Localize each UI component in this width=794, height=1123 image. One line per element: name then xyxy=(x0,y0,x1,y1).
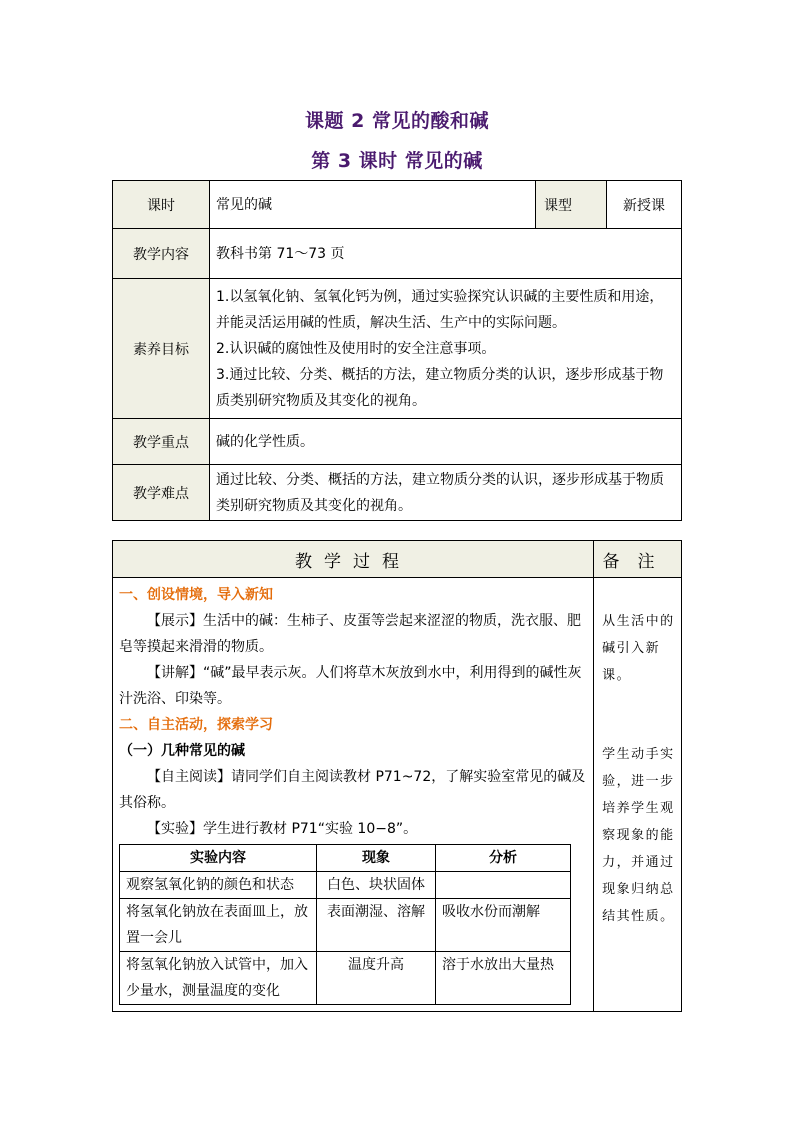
column-header: 实验内容 xyxy=(120,845,317,872)
experiment-cell: 溶于水放出大量热 xyxy=(436,952,571,1005)
column-header: 现象 xyxy=(317,845,436,872)
experiment-cell: 白色、块状固体 xyxy=(317,872,436,899)
experiment-cell xyxy=(436,872,571,899)
subsection-heading: （一）几种常见的碱 xyxy=(119,743,245,759)
teaching-process-table xyxy=(112,540,682,1012)
goal-item: 3.通过比较、分类、概括的方法，建立物质分类的认识，逐步形成基于物质类别研究物质及其变化的视角。 xyxy=(216,366,664,409)
experiment-row xyxy=(120,899,571,952)
info-row-period xyxy=(113,181,682,229)
section-heading: 二、自主活动，探索学习 xyxy=(119,717,273,733)
experiment-header-row xyxy=(120,845,571,872)
experiment-cell: 温度升高 xyxy=(317,952,436,1005)
lesson-info-table xyxy=(112,180,682,521)
info-label: 课时 xyxy=(113,181,210,229)
info-value xyxy=(210,279,682,419)
note-text: 学生动手实验，进一步培养学生观察现象的能力，并通过现象归纳总结其性质。 xyxy=(602,747,675,924)
process-header: 教学过程 xyxy=(113,541,594,578)
paragraph: 【讲解】“碱”最早表示灰。人们将草木灰放到水中，利用得到的碱性灰汁洗浴、印染等。 xyxy=(119,665,582,707)
paragraph: 【展示】生活中的碱：生柿子、皮蛋等尝起来涩涩的物质，洗衣服、肥皂等摸起来滑滑的物质。 xyxy=(119,613,581,655)
experiment-table xyxy=(119,844,571,1005)
experiment-cell: 吸收水份而潮解 xyxy=(436,899,571,952)
note-text: 从生活中的碱引入新课。 xyxy=(602,614,675,683)
info-label: 教学内容 xyxy=(113,229,210,279)
info-label: 教学重点 xyxy=(113,419,210,465)
process-content xyxy=(113,578,594,1012)
info-value: 常见的碱 xyxy=(210,181,536,229)
experiment-cell: 将氢氧化钠放在表面皿上，放置一会儿 xyxy=(120,899,317,952)
column-header: 分析 xyxy=(436,845,571,872)
info-row-difficulty xyxy=(113,465,682,521)
process-header-row xyxy=(113,541,682,578)
info-value: 教科书第 71～73 页 xyxy=(210,229,682,279)
experiment-row xyxy=(120,952,571,1005)
info-label: 素养目标 xyxy=(113,279,210,419)
info-value: 通过比较、分类、概括的方法，建立物质分类的认识，逐步形成基于物质类别研究物质及其变化的视角。 xyxy=(210,465,682,521)
paragraph: 【自主阅读】请同学们自主阅读教材 P71~72，了解实验室常见的碱及其俗称。 xyxy=(119,769,586,811)
info-value: 碱的化学性质。 xyxy=(210,419,682,465)
info-value: 新授课 xyxy=(607,181,682,229)
notes-column xyxy=(594,578,682,1012)
info-row-content xyxy=(113,229,682,279)
notes-header: 备注 xyxy=(594,541,682,578)
section-heading: 一、创设情境，导入新知 xyxy=(119,587,273,603)
experiment-cell: 将氢氧化钠放入试管中，加入少量水，测量温度的变化 xyxy=(120,952,317,1005)
goal-item: 2.认识碱的腐蚀性及使用时的安全注意事项。 xyxy=(216,340,496,357)
info-label: 教学难点 xyxy=(113,465,210,521)
experiment-cell: 表面潮湿、溶解 xyxy=(317,899,436,952)
experiment-cell: 观察氢氧化钠的颜色和状态 xyxy=(120,872,317,899)
lesson-subtitle: 第 3 课时 常见的碱 xyxy=(311,150,483,172)
info-label: 课型 xyxy=(536,181,607,229)
goal-item: 1.以氢氧化钠、氢氧化钙为例，通过实验探究认识碱的主要性质和用途，并能灵活运用碱的性质，解决生活、生产中的实际问题。 xyxy=(216,288,664,331)
experiment-row xyxy=(120,872,571,899)
info-row-goals xyxy=(113,279,682,419)
info-row-key-point xyxy=(113,419,682,465)
lesson-title: 课题 2 常见的酸和碱 xyxy=(305,110,489,132)
paragraph: 【实验】学生进行教材 P71“实验 10−8”。 xyxy=(147,821,418,837)
